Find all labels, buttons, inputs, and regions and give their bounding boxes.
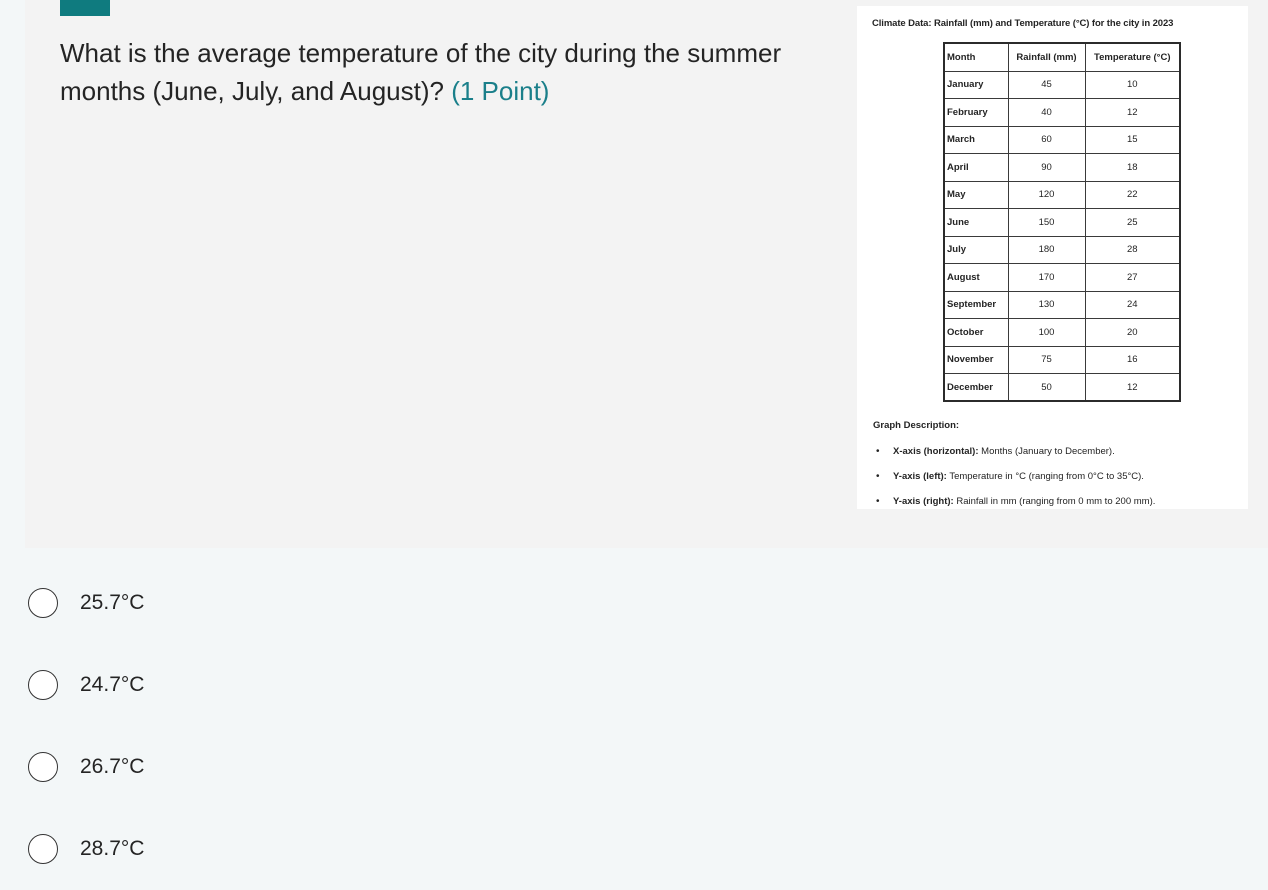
header-rainfall: Rainfall (mm) — [1008, 43, 1085, 71]
graph-description-text: Temperature in °C (ranging from 0°C to 35°C). — [946, 471, 1144, 482]
graph-description-item — [876, 471, 1155, 496]
cell-temperature: 28 — [1085, 236, 1180, 264]
answer-option-3[interactable] — [28, 750, 144, 784]
table-header-row — [944, 43, 1180, 71]
header-temperature: Temperature (°C) — [1085, 43, 1180, 71]
climate-table — [943, 42, 1181, 402]
cell-month: January — [944, 71, 1008, 99]
option-label: 25.7°C — [80, 591, 145, 614]
cell-temperature: 22 — [1085, 181, 1180, 209]
table-row — [944, 264, 1180, 292]
cell-temperature: 24 — [1085, 291, 1180, 319]
cell-month: March — [944, 126, 1008, 154]
cell-temperature: 12 — [1085, 99, 1180, 127]
header-month: Month — [944, 43, 1008, 71]
cell-rainfall: 40 — [1008, 99, 1085, 127]
table-row — [944, 346, 1180, 374]
cell-rainfall: 170 — [1008, 264, 1085, 292]
cell-rainfall: 75 — [1008, 346, 1085, 374]
table-row — [944, 99, 1180, 127]
cell-month: December — [944, 374, 1008, 402]
radio-button[interactable] — [28, 834, 58, 864]
cell-rainfall: 100 — [1008, 319, 1085, 347]
radio-button[interactable] — [28, 588, 58, 618]
cell-month: November — [944, 346, 1008, 374]
cell-rainfall: 130 — [1008, 291, 1085, 319]
cell-month: September — [944, 291, 1008, 319]
answer-option-4[interactable] — [28, 832, 144, 866]
cell-month: February — [944, 99, 1008, 127]
table-row — [944, 126, 1180, 154]
cell-month: June — [944, 209, 1008, 237]
graph-description-item — [876, 496, 1156, 521]
cell-month: April — [944, 154, 1008, 182]
graph-description-term: Y-axis (right): — [893, 496, 954, 507]
bullet-icon: • — [876, 471, 880, 482]
radio-button[interactable] — [28, 752, 58, 782]
question-prompt: What is the average temperature of the city during the summer months (June, July, and August)? — [60, 38, 782, 106]
cell-rainfall: 60 — [1008, 126, 1085, 154]
cell-month: May — [944, 181, 1008, 209]
cell-temperature: 12 — [1085, 374, 1180, 402]
graph-description-list — [876, 446, 1156, 521]
cell-month: October — [944, 319, 1008, 347]
graph-description-heading: Graph Description: — [873, 420, 960, 431]
graph-description-term: Y-axis (left): — [893, 471, 947, 482]
table-row — [944, 154, 1180, 182]
graph-description-item — [876, 446, 1155, 471]
table-row — [944, 181, 1180, 209]
cell-rainfall: 90 — [1008, 154, 1085, 182]
cell-temperature: 20 — [1085, 319, 1180, 347]
answer-option-2[interactable] — [28, 668, 144, 702]
cell-rainfall: 180 — [1008, 236, 1085, 264]
cell-temperature: 10 — [1085, 71, 1180, 99]
climate-figure — [857, 6, 1248, 509]
cell-month: July — [944, 236, 1008, 264]
cell-rainfall: 120 — [1008, 181, 1085, 209]
table-row — [944, 319, 1180, 347]
table-row — [944, 374, 1180, 402]
answer-option-1[interactable] — [28, 586, 144, 620]
table-row — [944, 71, 1180, 99]
cell-rainfall: 50 — [1008, 374, 1085, 402]
graph-description-term: X-axis (horizontal): — [893, 446, 979, 457]
question-number-badge — [60, 0, 110, 16]
figure-title: Climate Data: Rainfall (mm) and Temperature (°C) for the city in 2023 — [872, 18, 1174, 29]
question-points: (1 Point) — [451, 76, 550, 106]
question-text — [60, 34, 800, 110]
table-row — [944, 236, 1180, 264]
bullet-icon: • — [876, 496, 880, 507]
cell-temperature: 16 — [1085, 346, 1180, 374]
cell-temperature: 15 — [1085, 126, 1180, 154]
cell-month: August — [944, 264, 1008, 292]
option-label: 26.7°C — [80, 755, 145, 778]
cell-temperature: 27 — [1085, 264, 1180, 292]
option-label: 24.7°C — [80, 673, 145, 696]
graph-description-text: Rainfall in mm (ranging from 0 mm to 200 mm). — [953, 496, 1156, 507]
cell-rainfall: 150 — [1008, 209, 1085, 237]
option-label: 28.7°C — [80, 837, 145, 860]
table-row — [944, 291, 1180, 319]
cell-temperature: 25 — [1085, 209, 1180, 237]
table-row — [944, 209, 1180, 237]
cell-temperature: 18 — [1085, 154, 1180, 182]
radio-button[interactable] — [28, 670, 58, 700]
graph-description-text: Months (January to December). — [978, 446, 1115, 457]
bullet-icon: • — [876, 446, 880, 457]
cell-rainfall: 45 — [1008, 71, 1085, 99]
